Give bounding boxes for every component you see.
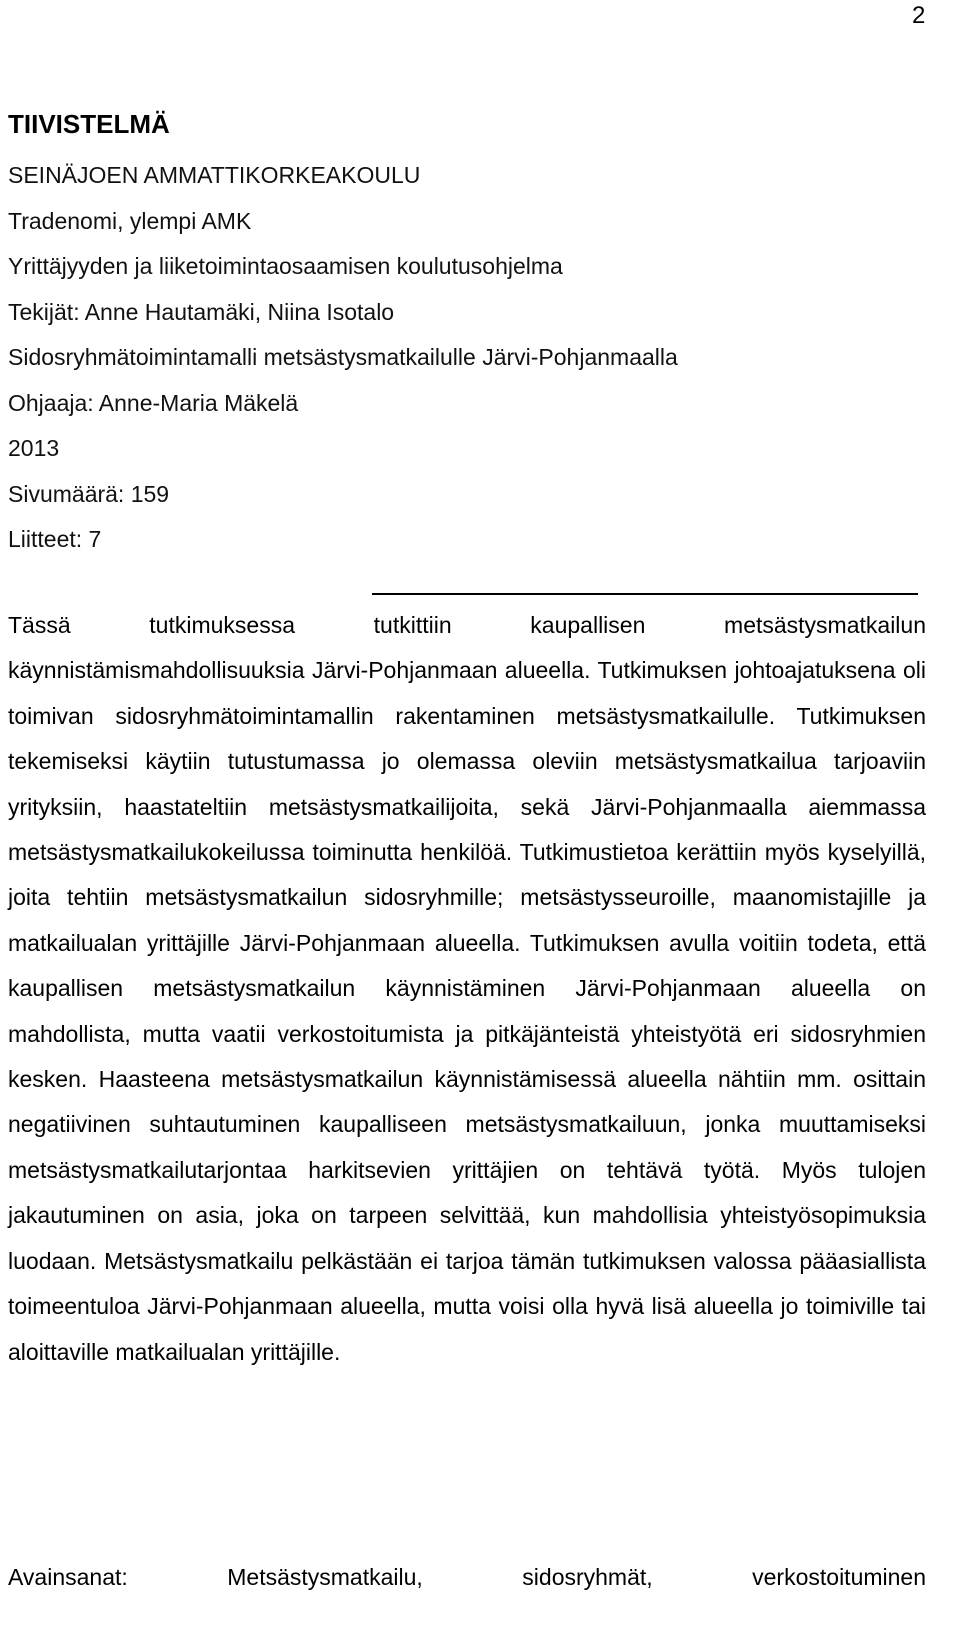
page-number: 2 <box>912 2 926 29</box>
metadata-programme: Yrittäjyyden ja liiketoimintaosaamisen koulutusohjelma <box>8 253 563 279</box>
divider-line <box>372 593 918 595</box>
metadata-thesis-title: Sidosryhmätoimintamalli metsästysmatkailulle Järvi-Pohjanmaalla <box>8 344 678 370</box>
metadata-authors: Tekijät: Anne Hautamäki, Niina Isotalo <box>8 298 395 325</box>
metadata-degree: Tradenomi, ylempi AMK <box>8 207 252 234</box>
metadata-supervisor: Ohjaaja: Anne-Maria Mäkelä <box>8 389 299 416</box>
metadata-school: SEINÄJOEN AMMATTIKORKEAKOULU <box>8 162 421 188</box>
metadata-page-count: Sivumäärä: 159 <box>8 480 170 507</box>
thesis-metadata <box>8 153 678 563</box>
metadata-appendices: Liitteet: 7 <box>8 526 102 552</box>
page-title: TIIVISTELMÄ <box>8 109 170 139</box>
abstract-paragraph: Tässä tutkimuksessa tutkittiin kaupallisen metsästysmatkailun käynnistämismahdollisuuksia Järvi-Pohjanmaan alueella. Tutkimuksen johtoajatuksena oli toimivan sidosryhmätoimintamallin rakentaminen metsästysmatkailulle. Tutkimuksen tekemiseksi käytiin tutustumassa jo olemassa oleviin metsästysmatkailua tarjoaviin yrityksiin, haastateltiin metsästysmatkailijoita, sekä Järvi-Pohjanmaalla aiemmassa metsästysmatkailukokeilussa toiminutta henkilöä. Tutkimustietoa kerättiin myös kyselyillä, joita tehtiin metsästysmatkailun sidosryhmille; metsästysseuroille, maanomistajille ja matkailualan yrittäjille Järvi-Pohjanmaan alueella. Tutkimuksen avulla voitiin todeta, että kaupallisen metsästysmatkailun käynnistäminen Järvi-Pohjanmaan alueella on mahdollista, mutta vaatii verkostoitumista ja pitkäjänteistä yhteistyötä eri sidosryhmien kesken. Haasteena metsästysmatkailun käynnistämisessä alueella nähtiin mm. osittain negatiivinen suhtautuminen kaupalliseen metsästysmatkailuun, jonka muuttamiseksi metsästysmatkailutarjontaa harkitsevien yrittäjien on tehtävä työtä. Myös tulojen jakautuminen on asia, joka on tarpeen selvittää, kun mahdollisia yhteistyösopimuksia luodaan. Metsästysmatkailu pelkästään ei tarjoa tämän tutkimuksen valossa pääasiallista toimeentuloa Järvi-Pohjanmaan alueella, mutta voisi olla hyvä lisä alueella jo toimiville tai aloittaville matkailualan yrittäjille. <box>8 612 926 1365</box>
metadata-year: 2013 <box>8 435 60 461</box>
keywords-line: Avainsanat: Metsästysmatkailu, sidosryhmät, verkostoituminen <box>8 1564 926 1590</box>
